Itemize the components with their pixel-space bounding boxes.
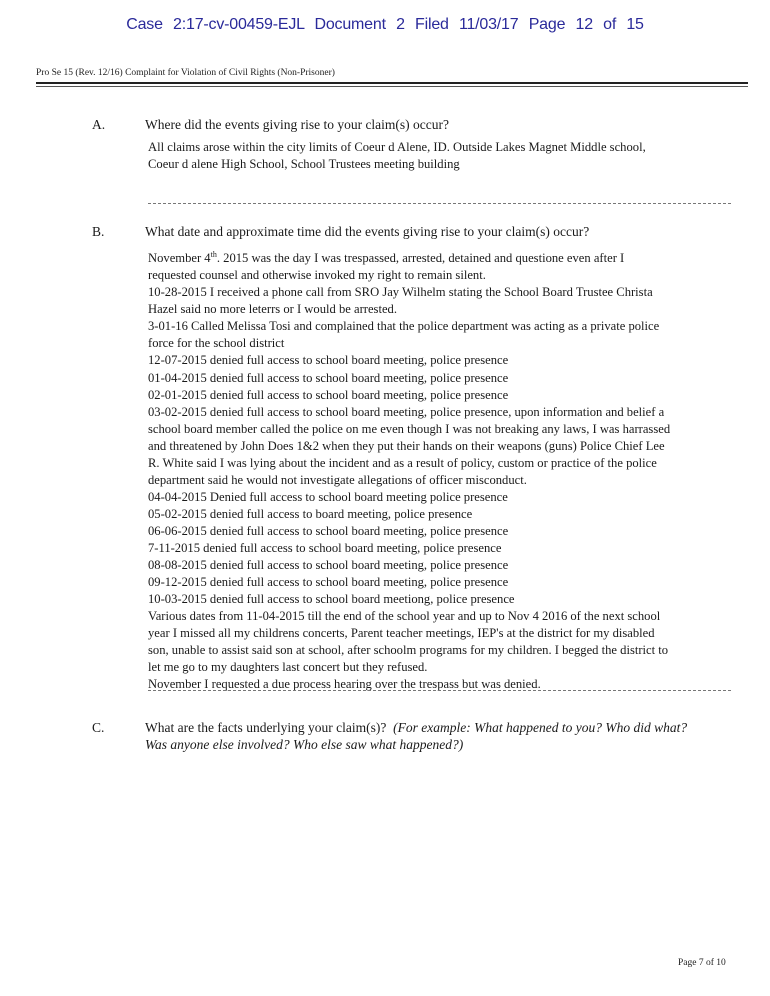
section-answer xyxy=(148,139,748,173)
answer-line: 02-01-2015 denied full access to school board meeting, police presence xyxy=(148,387,509,402)
document-number: Document 2 xyxy=(314,16,405,33)
answer-line: requested counsel and otherwise invoked my right to remain silent. xyxy=(148,268,486,283)
section-letter: A. xyxy=(92,117,106,132)
case-number: Case 2:17-cv-00459-EJL xyxy=(126,16,305,33)
answer-line: and threatened by John Does 1&2 when they put their hands on their weapons (guns) Police Chief Lee xyxy=(148,438,665,453)
answer-line: 7-11-2015 denied full access to school board meeting, police presence xyxy=(148,540,502,555)
question-example: (For example: What happened to you? Who did what? xyxy=(393,720,688,735)
court-filing-stamp xyxy=(0,16,770,34)
answer-divider xyxy=(148,203,731,204)
answer-line: school board member called the police on me even though I was not breaking any laws, I was harrassed xyxy=(148,421,671,436)
answer-line: Hazel said no more leterrs or I would be arrested. xyxy=(148,302,397,317)
answer-line: Coeur d alene High School, School Trustees meeting building xyxy=(148,157,460,172)
answer-divider xyxy=(148,690,731,691)
answer-line: force for the school district xyxy=(148,336,285,351)
section-question: What are the facts underlying your claim(s)? (For example: What happened to you? Who did what? Was anyone else involved? Who else saw what happened?) xyxy=(145,720,688,752)
question-example-line2: Was anyone else involved? Who else saw what happened?) xyxy=(145,737,464,752)
answer-line: 12-07-2015 denied full access to school board meeting, police presence xyxy=(148,353,509,368)
form-header: Pro Se 15 (Rev. 12/16) Complaint for Violation of Civil Rights (Non-Prisoner) xyxy=(36,68,335,78)
answer-line: November 4th. 2015 was the day I was trespassed, arrested, detained and questione even after I xyxy=(148,250,625,266)
answer-line: 3-01-16 Called Melissa Tosi and complained that the police department was acting as a private police xyxy=(148,319,660,334)
answer-line: 08-08-2015 denied full access to school board meeting, police presence xyxy=(148,558,509,573)
answer-line: year I missed all my childrens concerts, Parent teacher meetings, IEP's at the district for my disabled xyxy=(148,626,655,641)
answer-line: 06-06-2015 denied full access to school board meeting, police presence xyxy=(148,523,509,538)
answer-line: 05-02-2015 denied full access to board meeting, police presence xyxy=(148,506,473,521)
section-question: Where did the events giving rise to your claim(s) occur? xyxy=(145,117,450,132)
answer-line: 10-28-2015 I received a phone call from SRO Jay Wilhelm stating the School Board Trustee Christa xyxy=(148,285,653,300)
answer-line: 09-12-2015 denied full access to school board meeting, police presence xyxy=(148,575,509,590)
answer-line: All claims arose within the city limits of Coeur d Alene, ID. Outside Lakes Magnet Middle school, xyxy=(148,140,646,154)
answer-line: let me go to my daughters last concert but they refused. xyxy=(148,660,428,675)
answer-line: 04-04-2015 Denied full access to school board meeting police presence xyxy=(148,489,508,504)
filed-date: Filed 11/03/17 xyxy=(415,16,519,33)
answer-line: R. White said I was lying about the incident and as a result of policy, custom or practice of the police xyxy=(148,455,657,470)
answer-line: 10-03-2015 denied full access to school board meetiong, police presence xyxy=(148,592,515,607)
answer-line: 03-02-2015 denied full access to school board meeting, police presence, upon information and belief a xyxy=(148,404,665,419)
page-number: Page 7 of 10 xyxy=(678,958,726,968)
answer-line: 01-04-2015 denied full access to school board meeting, police presence xyxy=(148,370,509,385)
section-letter: C. xyxy=(92,720,105,735)
answer-line: November I requested a due process hearing over the trespass but was denied. xyxy=(148,677,541,692)
section-answer xyxy=(148,246,748,693)
answer-line: son, unable to assist said son at school, after schoolm programs for my children. I begged the district to xyxy=(148,643,669,658)
header-rule xyxy=(36,82,748,87)
section-question: What date and approximate time did the events giving rise to your claim(s) occur? xyxy=(145,224,590,239)
answer-line: department said he would not investigate allegations of officer misconduct. xyxy=(148,472,527,487)
answer-line: Various dates from 11-04-2015 till the end of the school year and up to Nov 4 2016 of the next school xyxy=(148,609,661,624)
stamp-page-number: Page 12 of 15 xyxy=(528,16,644,33)
section-letter: B. xyxy=(92,224,105,239)
